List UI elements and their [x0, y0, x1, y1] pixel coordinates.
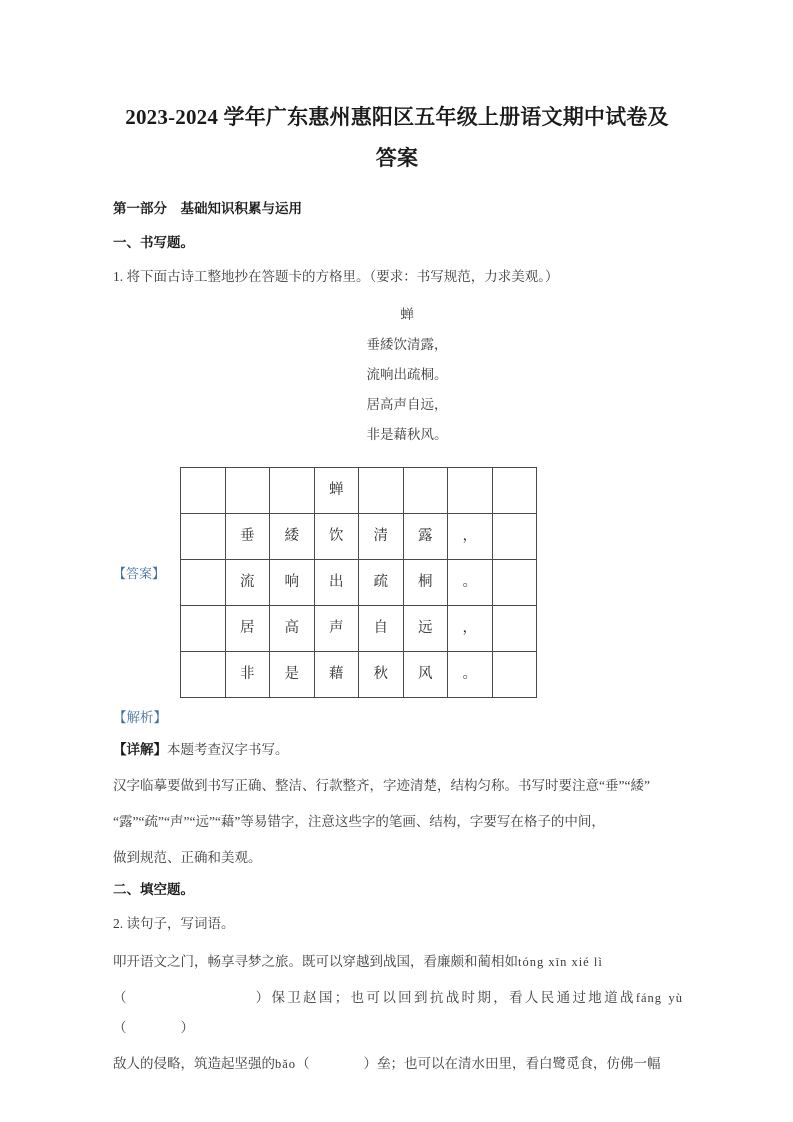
character-grid-cell[interactable]: 是	[270, 652, 315, 698]
character-grid-row	[181, 606, 537, 652]
character-grid-cell[interactable]: 远	[403, 606, 448, 652]
character-grid-cell[interactable]	[181, 560, 226, 606]
question-2-body-line-3	[113, 1049, 683, 1079]
q2-text-2: 保卫赵国；也可以回到抗战时期，看人民通过地道战	[271, 990, 636, 1005]
character-grid-row	[181, 560, 537, 606]
answer-label: 【答案】	[113, 566, 166, 581]
character-grid-cell[interactable]	[492, 560, 537, 606]
q2-pinyin-2: fáng yù	[635, 991, 684, 1005]
character-grid-cell[interactable]: 緌	[270, 514, 315, 560]
q2-text-3: 敌人的侵略，筑造起坚强的	[113, 1056, 275, 1071]
analysis-label: 【解析】	[113, 710, 167, 725]
character-grid-cell[interactable]: 高	[270, 606, 315, 652]
q2-blank-3[interactable]: （ ）	[296, 1056, 378, 1071]
q2-blank-1[interactable]: （ ）	[113, 990, 272, 1005]
character-grid-row	[181, 652, 537, 698]
character-grid-cell[interactable]	[270, 468, 315, 514]
explanation-line-1: 汉字临摹要做到书写正确、整洁、行款整齐，字迹清楚，结构匀称。书写时要注意“垂”“緌”	[113, 778, 650, 793]
page-title	[113, 97, 681, 179]
character-grid-cell[interactable]	[492, 514, 537, 560]
character-grid-cell[interactable]: ，	[448, 606, 493, 652]
character-grid-cell[interactable]: 饮	[314, 514, 359, 560]
character-grid-table	[180, 467, 537, 698]
character-grid-cell[interactable]: 出	[314, 560, 359, 606]
poem-line-4: 非是藉秋风。	[366, 427, 448, 442]
answer-grid-block	[113, 462, 683, 695]
character-grid-cell[interactable]: 垂	[225, 514, 270, 560]
character-grid-cell[interactable]	[181, 606, 226, 652]
page-title-line-1: 2023-2024 学年广东惠州惠阳区五年级上册语文期中试卷及	[125, 105, 669, 129]
character-grid-cell[interactable]	[181, 514, 226, 560]
document-body	[113, 200, 683, 1085]
character-grid-cell[interactable]: 清	[359, 514, 404, 560]
character-grid-cell[interactable]	[492, 652, 537, 698]
poem-title: 蝉	[400, 307, 414, 322]
detail-label: 【详解】	[113, 742, 167, 757]
poem-line-3: 居高声自远，	[366, 397, 448, 412]
character-grid-cell[interactable]: 藉	[314, 652, 359, 698]
character-grid-cell[interactable]: 。	[448, 560, 493, 606]
detail-text: 本题考查汉字书写。	[167, 742, 289, 757]
character-grid-cell[interactable]: 声	[314, 606, 359, 652]
character-grid-cell[interactable]: 蝉	[314, 468, 359, 514]
section-two-heading: 二、填空题。	[113, 882, 194, 897]
q2-pinyin-1: tóng xīn xié lì	[518, 955, 603, 969]
character-grid-cell[interactable]: 响	[270, 560, 315, 606]
question-2-body-line-2	[113, 983, 683, 1043]
character-grid-cell[interactable]: 非	[225, 652, 270, 698]
character-grid-cell[interactable]	[225, 468, 270, 514]
character-grid-cell[interactable]: 桐	[403, 560, 448, 606]
character-grid-cell[interactable]: 自	[359, 606, 404, 652]
part-heading: 第一部分 基础知识积累与运用	[113, 201, 302, 216]
character-grid-cell[interactable]: 秋	[359, 652, 404, 698]
question-2-body-line-1	[113, 947, 683, 977]
q2-pinyin-3: bǎo	[275, 1057, 297, 1071]
poem-block	[113, 300, 683, 450]
detail-line	[113, 741, 683, 759]
character-grid-body	[181, 468, 537, 698]
q2-text-1: 叩开语文之门，畅享寻梦之旅。既可以穿越到战国，看廉颇和蔺相如	[113, 954, 518, 969]
section-one-heading: 一、书写题。	[113, 235, 194, 250]
character-grid-cell[interactable]	[492, 468, 537, 514]
character-grid-cell[interactable]: 露	[403, 514, 448, 560]
question-2-prompt: 2. 读句子，写词语。	[113, 916, 235, 931]
character-grid-cell[interactable]: ，	[448, 514, 493, 560]
question-1-prompt: 1. 将下面古诗工整地抄在答题卡的方格里。（要求：书写规范，力求美观。）	[113, 269, 559, 284]
character-grid-cell[interactable]: 。	[448, 652, 493, 698]
character-grid-cell[interactable]: 流	[225, 560, 270, 606]
explanation-line-2: “露”“疏”“声”“远”“藉”等易错字，注意这些字的笔画、结构，字要写在格子的中间，	[113, 814, 605, 829]
character-grid-cell[interactable]	[181, 652, 226, 698]
character-grid-cell[interactable]: 风	[403, 652, 448, 698]
character-grid-cell[interactable]	[403, 468, 448, 514]
character-grid-row	[181, 468, 537, 514]
poem-line-2: 流响出疏桐。	[366, 367, 448, 382]
poem-line-1: 垂緌饮清露，	[366, 337, 448, 352]
character-grid-cell[interactable]: 居	[225, 606, 270, 652]
character-grid-cell[interactable]	[359, 468, 404, 514]
q2-blank-2[interactable]: （ ）	[113, 1020, 194, 1035]
character-grid-cell[interactable]	[181, 468, 226, 514]
character-grid-cell[interactable]	[448, 468, 493, 514]
q2-text-4: 垒；也可以在清水田里，看白鹭觅食，仿佛一幅	[377, 1056, 661, 1071]
explanation-line-3: 做到规范、正确和美观。	[113, 850, 262, 865]
character-grid-cell[interactable]: 疏	[359, 560, 404, 606]
character-grid-row	[181, 514, 537, 560]
page-title-line-2: 答案	[375, 146, 419, 170]
character-grid-cell[interactable]	[492, 606, 537, 652]
